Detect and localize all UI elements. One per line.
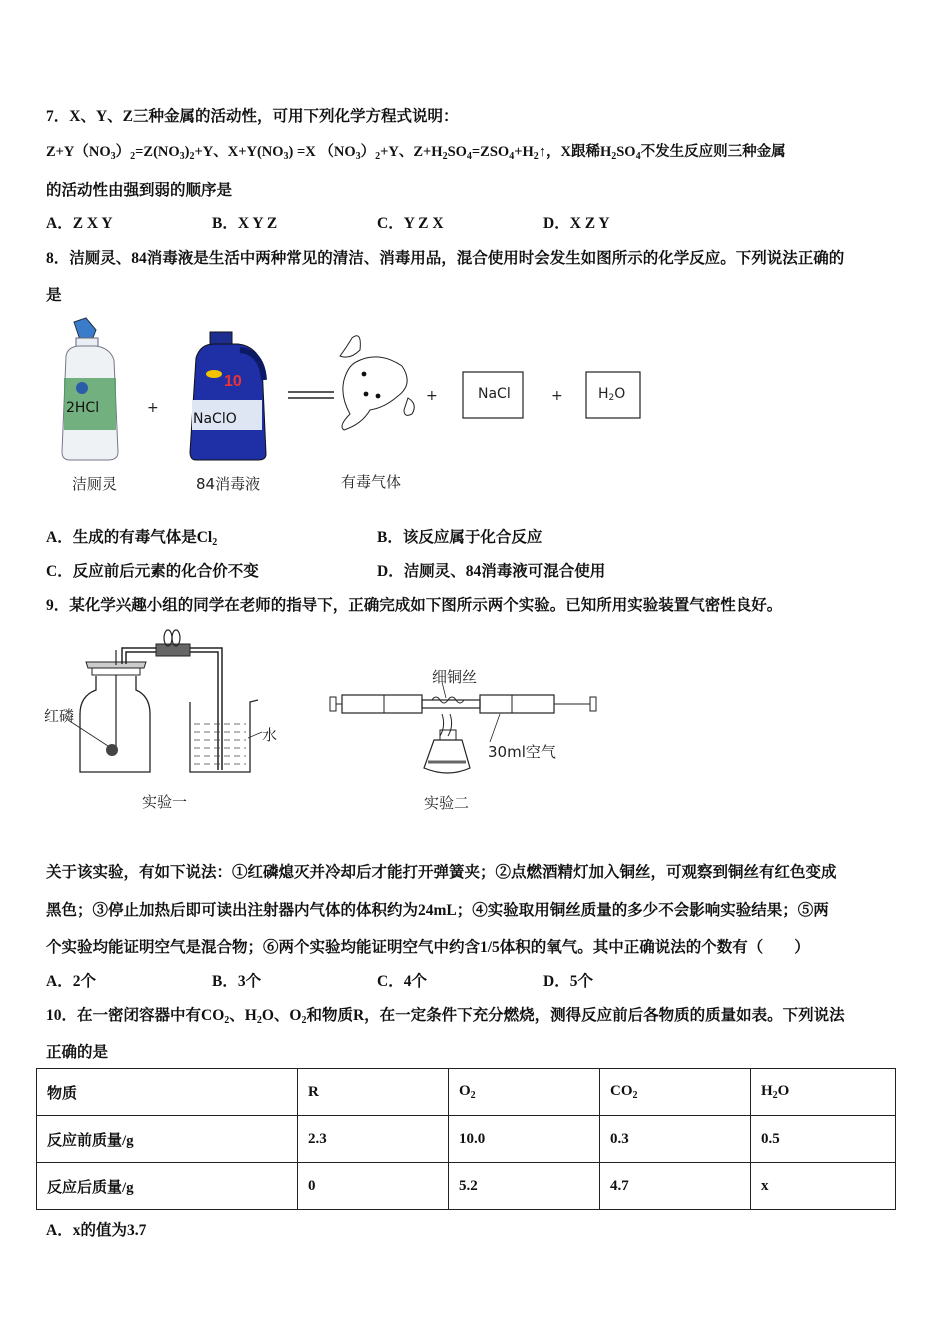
table-header-cell: R <box>298 1069 449 1116</box>
q9-paragraph-line1: 关于该实验，有如下说法：①红磷熄灭并冷却后才能打开弹簧夹；②点燃酒精灯加入铜丝，可观察到铜丝有红色变成 <box>46 864 837 881</box>
bottle2-formula: NaClO <box>193 411 237 427</box>
table-cell: 反应前质量/g <box>37 1116 298 1163</box>
table-row <box>37 1116 896 1163</box>
table-cell: 0.3 <box>600 1116 751 1163</box>
bottle1-label: 洁厕灵 <box>72 475 118 493</box>
q8-option-d[interactable]: D．洁厕灵、84消毒液可混合使用 <box>377 563 606 580</box>
svg-text:+: + <box>551 388 563 404</box>
q7-option-c[interactable]: C．Y Z X <box>377 215 444 232</box>
gas-label: 有毒气体 <box>341 473 402 491</box>
q9-option-c[interactable]: C．4个 <box>377 973 427 990</box>
table-header-cell: 物质 <box>37 1069 298 1116</box>
table-cell: x <box>751 1163 896 1210</box>
air-label: 30ml空气 <box>488 743 556 761</box>
q7-stem-end: 的活动性由强到弱的顺序是 <box>46 182 233 199</box>
table-cell: 0 <box>298 1163 449 1210</box>
q10-stem-end: 正确的是 <box>46 1044 109 1061</box>
experiment2-label: 实验二 <box>424 794 470 812</box>
q9-option-b[interactable]: B．3个 <box>212 973 262 990</box>
table-cell: 反应后质量/g <box>37 1163 298 1210</box>
table-header-cell: $O_2$ <box>449 1069 600 1116</box>
svg-text:10: 10 <box>224 373 242 390</box>
q9-paragraph-line3: 个实验均能证明空气是混合物；⑥两个实验均能证明空气中约含1/5体积的氧气。其中正确说法的个数有（ ） <box>46 939 810 956</box>
experiment1-label: 实验一 <box>142 793 188 811</box>
q8-stem-end: 是 <box>46 287 62 304</box>
mass-table <box>36 1068 896 1210</box>
table-cell: 10.0 <box>449 1116 600 1163</box>
table-header-cell: $CO_2$ <box>600 1069 751 1116</box>
table-cell: 0.5 <box>751 1116 896 1163</box>
q7-option-d[interactable]: D．X Z Y <box>543 215 610 232</box>
experiment1-apparatus <box>68 630 262 772</box>
water-label: 水 <box>262 726 278 744</box>
copper-wire-label: 细铜丝 <box>432 668 478 686</box>
table-row <box>37 1163 896 1210</box>
table-cell: 5.2 <box>449 1163 600 1210</box>
table-cell: 4.7 <box>600 1163 751 1210</box>
q7-stem: 7．X、Y、Z三种金属的活动性，可用下列化学方程式说明： <box>46 108 459 125</box>
q7-equation: $Z+Y(NO_3)_2=Z(NO_3)_2+Y$、$X+Y(NO_3) =X$ $(NO_3)_2+Y$、$Z+H_2SO_4=ZSO_4+H_2↑$，X跟稀$H_2SO_4$不发生反应则三种金属 <box>46 144 786 162</box>
table-header-cell: $H_2O$ <box>751 1069 896 1116</box>
q8-stem: 8．洁厕灵、84消毒液是生活中两种常见的清洁、消毒用品，混合使用时会发生如图所示的化学反应。下列说法正确的 <box>46 250 845 267</box>
red-phosphorus-label: 红磷 <box>44 707 75 725</box>
q8-option-a[interactable]: A．生成的有毒气体是$Cl_2$ <box>46 529 218 548</box>
q9-paragraph-line2: 黑色；③停止加热后即可读出注射器内气体的体积约为24mL；④实验取用铜丝质量的多少不会影响实验结果；⑤两 <box>46 902 829 919</box>
table-header-row <box>37 1069 896 1116</box>
q10-option-a[interactable]: A．x的值为3.7 <box>46 1222 147 1239</box>
table-cell: 2.3 <box>298 1116 449 1163</box>
bottle1-formula: 2HCl <box>66 400 100 416</box>
experiment2-apparatus <box>330 682 596 773</box>
q9-stem: 9．某化学兴趣小组的同学在老师的指导下，正确完成如下图所示两个实验。已知所用实验装置气密性良好。 <box>46 597 783 614</box>
q10-stem: 10．在一密闭容器中有$CO_2$、$H_2O$、$O_2$和物质R，在一定条件下充分燃烧，测得反应前后各物质的质量如表。下列说法 <box>46 1007 845 1026</box>
svg-text:+: + <box>147 400 159 416</box>
q9-option-d[interactable]: D．5个 <box>543 973 593 990</box>
nacl-product: NaCl <box>478 386 511 402</box>
q7-option-a[interactable]: A．Z X Y <box>46 215 113 232</box>
q8-option-c[interactable]: C．反应前后元素的化合价不变 <box>46 563 259 580</box>
q7-option-b[interactable]: B．X Y Z <box>212 215 278 232</box>
svg-text:+: + <box>426 388 438 404</box>
q8-option-b[interactable]: B．该反应属于化合反应 <box>377 529 543 546</box>
bottle2-label: 84消毒液 <box>196 475 261 493</box>
h2o-product: H2O <box>598 386 626 403</box>
q9-option-a[interactable]: A．2个 <box>46 973 96 990</box>
